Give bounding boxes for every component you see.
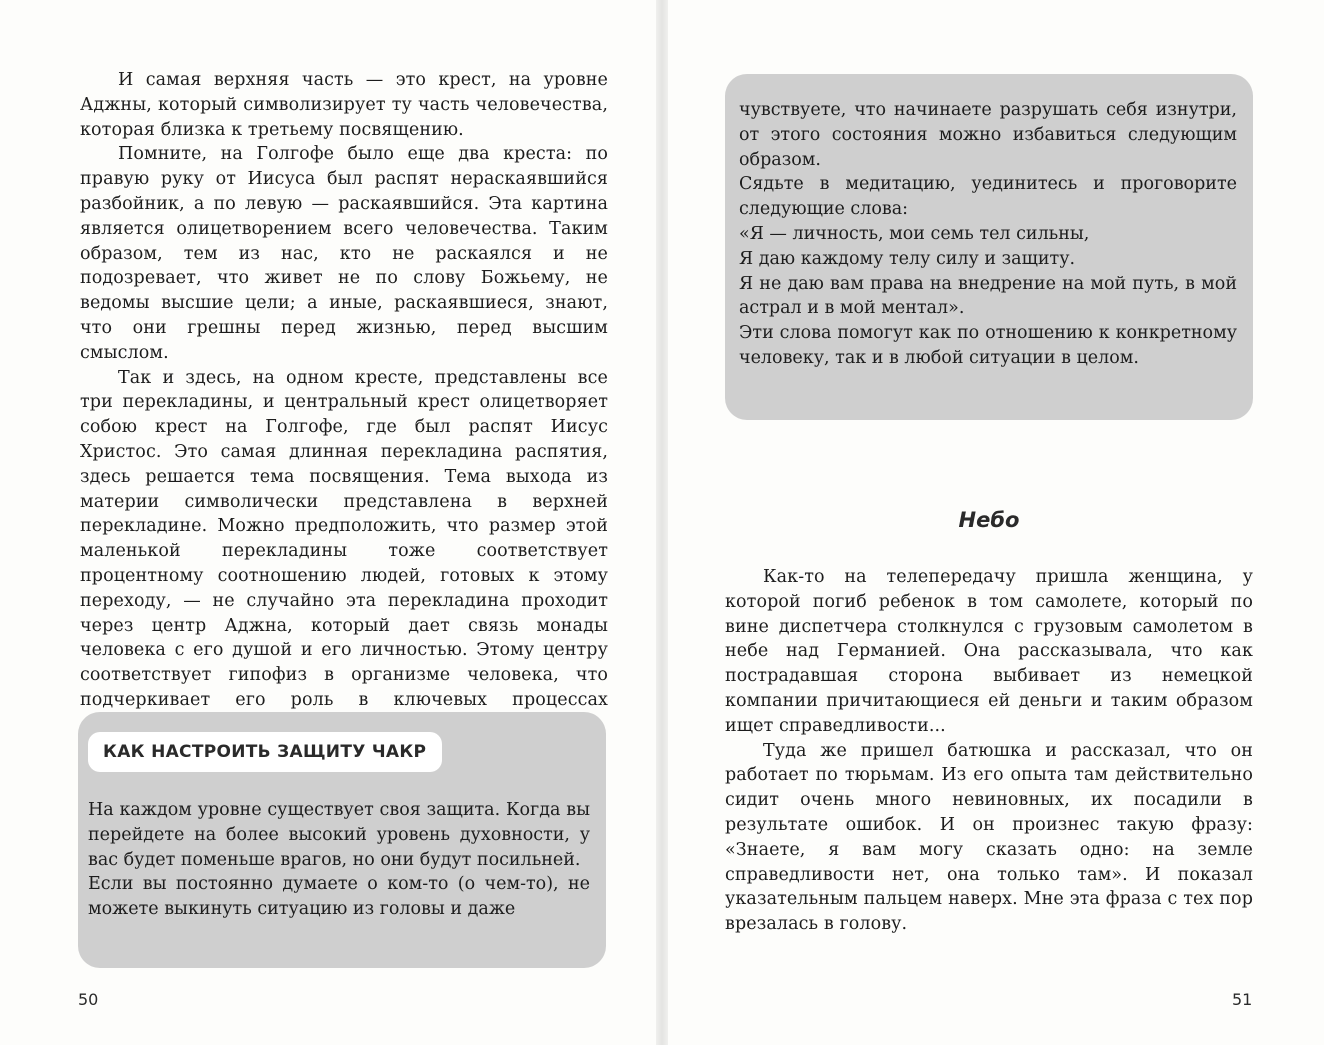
section-heading: Небо bbox=[958, 508, 1020, 532]
page-gutter bbox=[656, 0, 668, 1045]
box-title: КАК НАСТРОИТЬ ЗАЩИТУ ЧАКР bbox=[88, 732, 442, 772]
box-line: Я даю каждому телу силу и защиту. bbox=[739, 248, 1076, 269]
paragraph: Помните, на Голгофе было еще два креста: по правую руку от Иисуса был распят нераскаявшийся разбойник, а по левую — раскаявшийся. Эта картина является олицетворением всего человечества. Таким образом, тем из нас, кто не раскаялся и не подозревает, что живет не по слову Божьему, не ведомы высшие цели; а иные, раскаявшиеся, знают, что они грешны перед жизнью, перед высшим смыслом. bbox=[80, 144, 608, 363]
box-line: чувствуете, что начинаете разрушать себя изнутри, от этого состояния можно избавиться следующим образом. bbox=[739, 100, 1237, 170]
page-number: 51 bbox=[1232, 990, 1253, 1009]
box-line: Я не даю вам права на внедрение на мой путь, в мой астрал и в мой ментал». bbox=[739, 273, 1237, 319]
right-page bbox=[668, 0, 1324, 1045]
paragraph: Туда же пришел батюшка и рассказал, что он работает по тюрьмам. Из его опыта там действительно сидит очень много невиновных, их посадили в результате ошибок. И он произнес такую фразу: «Знаете, я вам могу сказать одно: на земле справедливости нет, она только там». И показал указательным пальцем наверх. Мне эта фраза с тех пор врезалась в голову. bbox=[725, 740, 1253, 935]
chakra-protection-box bbox=[78, 712, 606, 968]
paragraph: Так и здесь, на одном кресте, представлены все три перекладины, и центральный крест олицетворяет собою крест на Голгофе, где был распят Иисус Христос. Это самая длинная перекладина распятия, здесь решается тема посвящения. Тема выхода из материи символически представлена в верхней перекладине. Можно предположить, что размер этой маленькой перекладины тоже соответствует процентному соотношению людей, готовых к этому переходу, — не случайно эта перекладина проходит через центр Аджна, который дает связь монады человека с его душой и его личностью. Этому центру соответствует гипофиз в организме человека, что подчеркивает его роль в ключевых процессах bbox=[80, 367, 608, 710]
right-body-text bbox=[725, 565, 1253, 937]
box-line: На каждом уровне существует своя защита. Когда вы перейдете на более высокий уровень духовности, у вас будет поменьше врагов, но они будут посильней. bbox=[88, 800, 590, 870]
box-line: Эти слова помогут как по отношению к конкретному человеку, так и в любой ситуации в целом. bbox=[739, 323, 1237, 368]
box-line: Если вы постоянно думаете о ком-то (о чем-то), не можете выкинуть ситуацию из головы и даже bbox=[88, 874, 590, 920]
left-page bbox=[0, 0, 656, 1045]
box-line: «Я — личность, мои семь тел сильны, bbox=[739, 223, 1090, 244]
paragraph: И самая верхняя часть — это крест, на уровне Аджны, который символизирует ту часть человечества, которая близка к третьему посвящению. bbox=[80, 70, 608, 140]
paragraph: Как-то на телепередачу пришла женщина, у которой погиб ребенок в том самолете, который по вине диспетчера столкнулся с грузовым самолетом в небе над Германией. Она рассказывала, что как пострадавшая сторона выбивает из немецкой компании причитающиеся ей деньги и таким образом ищет справедливости... bbox=[725, 567, 1253, 736]
chakra-protection-box-continued bbox=[725, 74, 1253, 420]
left-body-text bbox=[80, 68, 608, 738]
page-number: 50 bbox=[78, 990, 99, 1009]
box-line: Сядьте в медитацию, уединитесь и проговорите следующие слова: bbox=[739, 174, 1237, 220]
